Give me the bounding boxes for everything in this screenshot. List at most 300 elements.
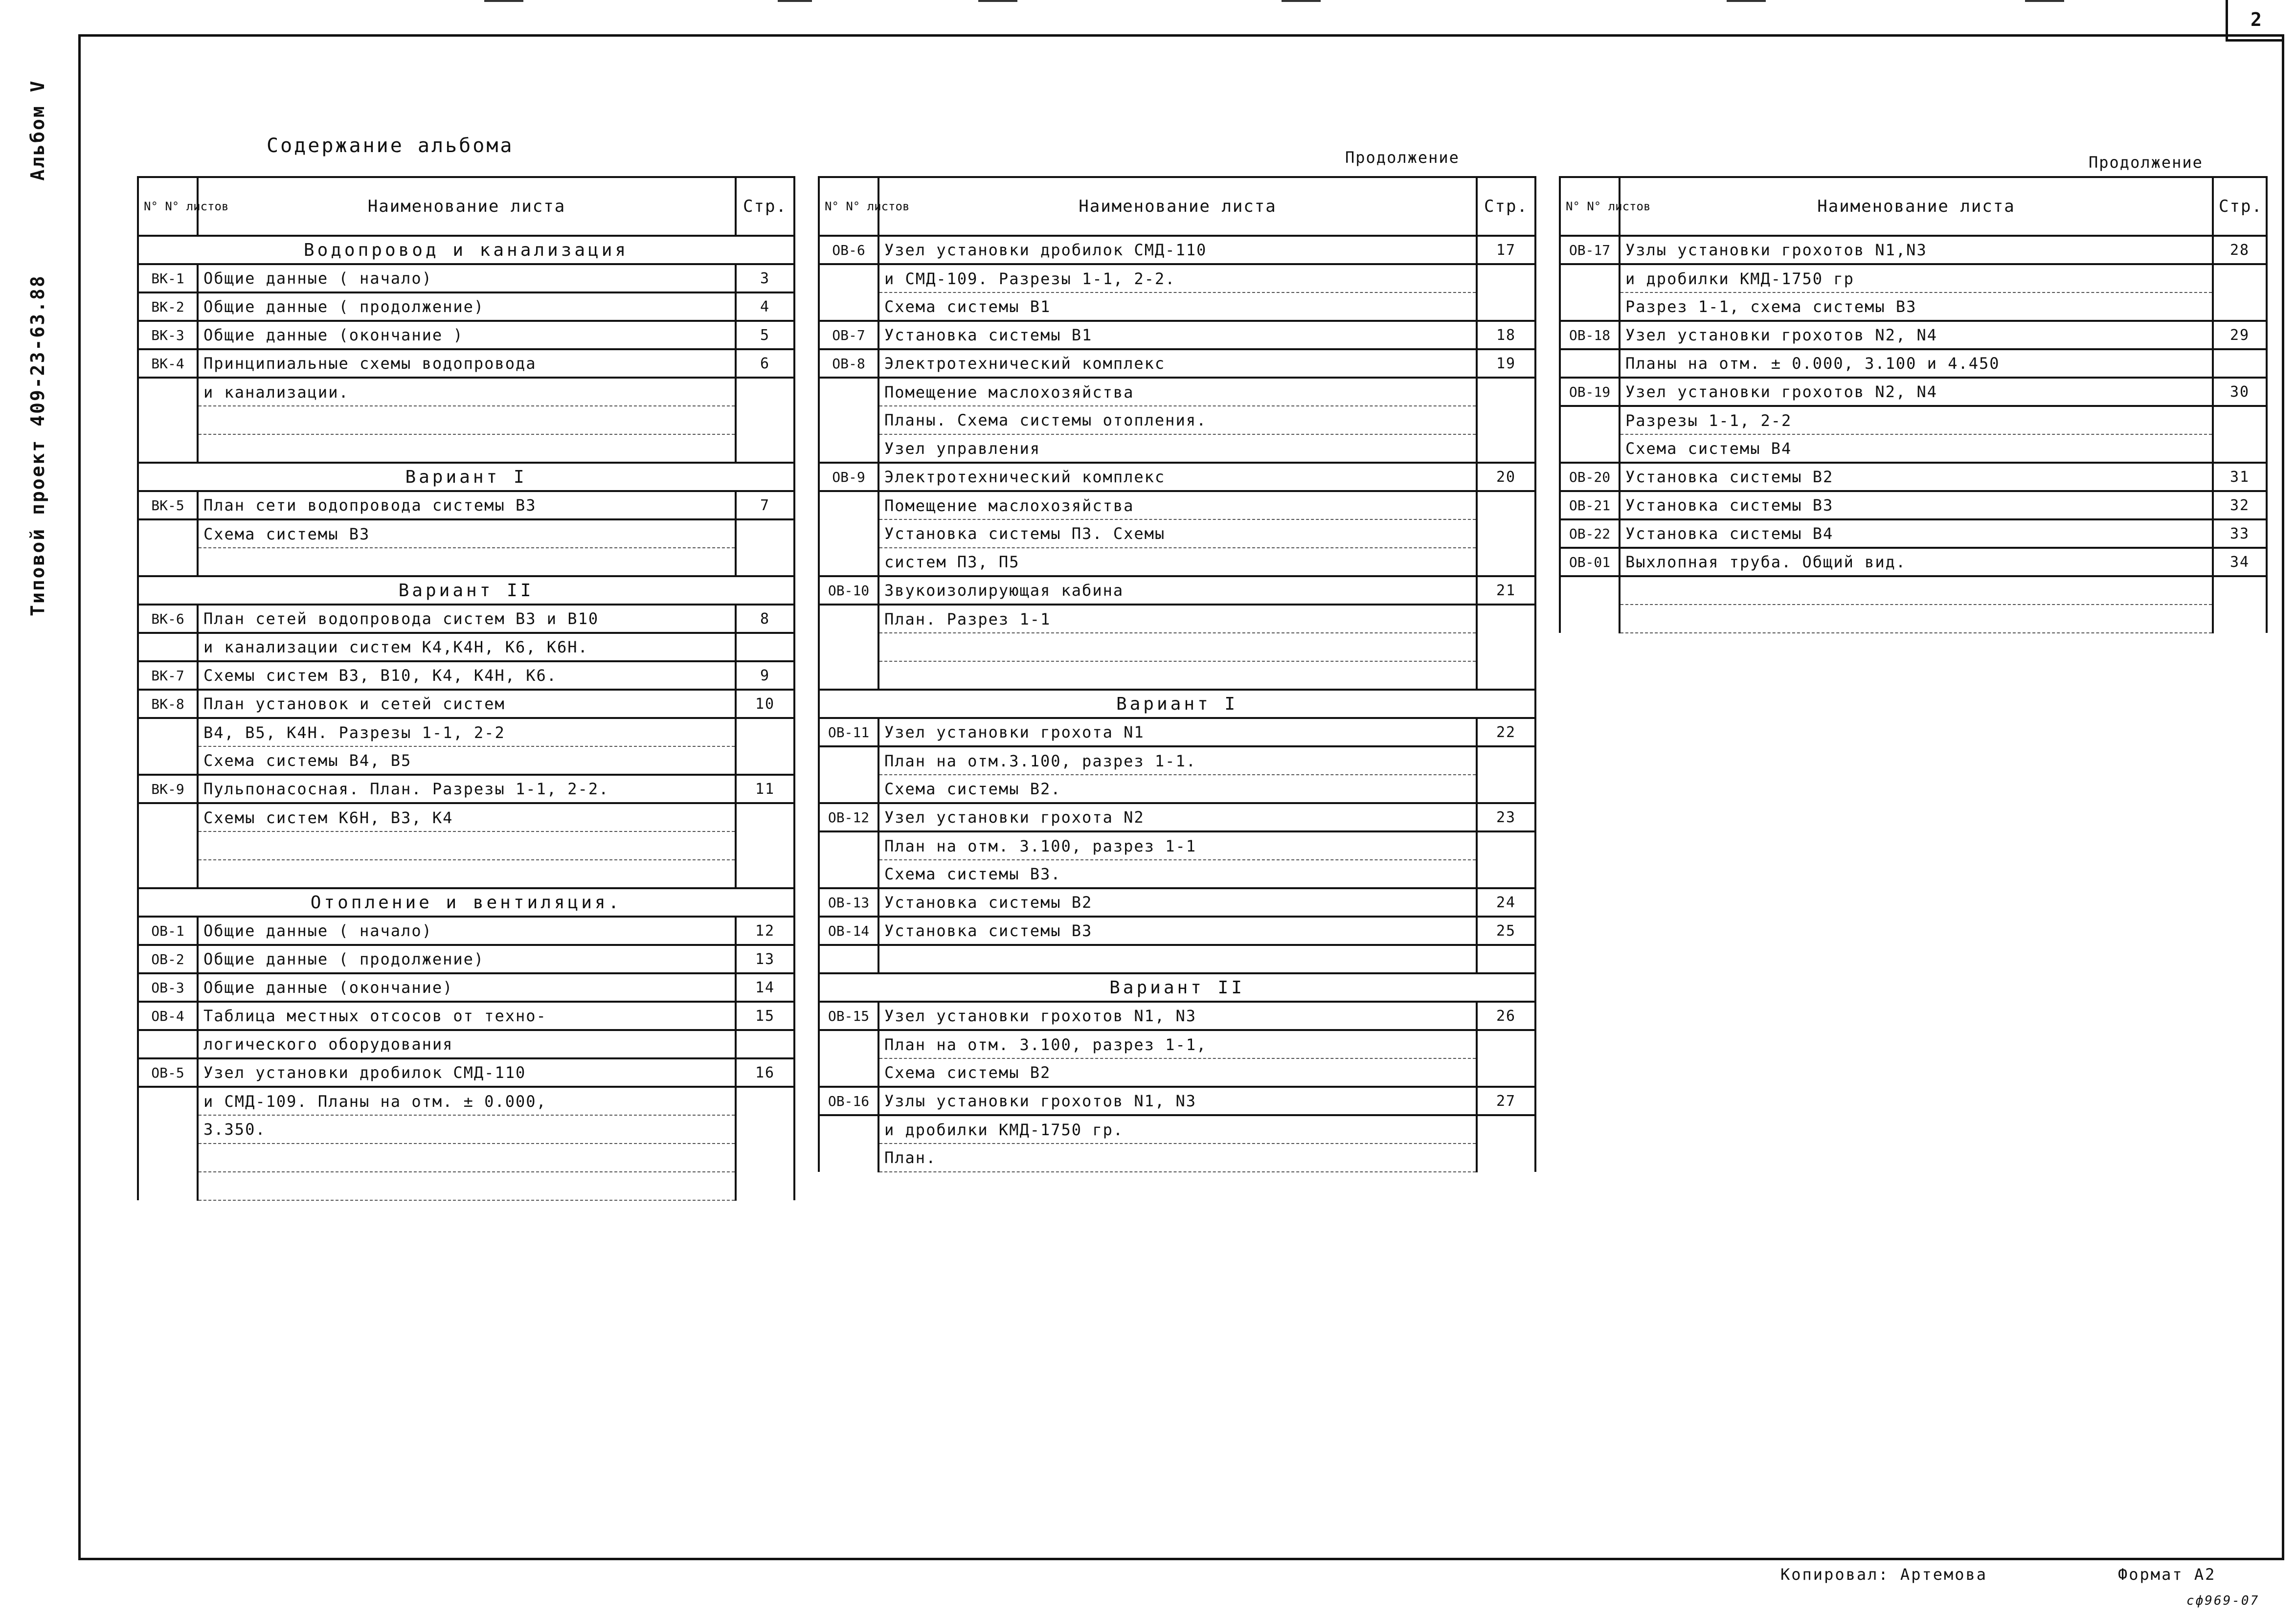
table-row: [819, 491, 1535, 519]
sheet-page: 25: [1477, 917, 1535, 945]
sheet-page: [736, 633, 794, 661]
sheet-title: [878, 633, 1477, 661]
col-name-header: Наименование листа: [198, 177, 736, 236]
sheet-number: [819, 491, 878, 519]
table-row: [819, 718, 1535, 746]
sheet-title: [198, 1172, 736, 1200]
table-row: [138, 831, 794, 860]
sheet-page: [736, 519, 794, 548]
sheet-page: [2213, 434, 2267, 463]
sheet-number: [138, 803, 198, 831]
sheet-title: Установка системы В3: [1620, 491, 2213, 519]
sheet-title: Электротехнический комплекс: [878, 349, 1477, 378]
sheet-number: [138, 746, 198, 775]
scan-mark: [1282, 0, 1321, 2]
sheet-title: Узлы установки грохотов N1, N3: [878, 1087, 1477, 1115]
sheet-number: [138, 718, 198, 746]
contents-table-1: [137, 176, 795, 1201]
table-row: [819, 661, 1535, 690]
sheet-title: Схема системы В3: [198, 519, 736, 548]
sheet-page: [2213, 605, 2267, 633]
sheet-number: [138, 434, 198, 463]
sheet-page: 6: [736, 349, 794, 378]
sheet-page: 28: [2213, 236, 2267, 264]
sheet-number: [819, 292, 878, 321]
sheet-number: ОВ-10: [819, 576, 878, 605]
sheet-number: [819, 661, 878, 690]
table-row: [819, 831, 1535, 860]
sheet-number: [138, 1172, 198, 1200]
sheet-title: Схема системы В4: [1620, 434, 2213, 463]
sheet-number: [819, 633, 878, 661]
contents-table-2: [818, 176, 1536, 1172]
sheet-page: [736, 1115, 794, 1144]
sheet-page: 23: [1477, 803, 1535, 831]
sheet-title: [198, 434, 736, 463]
sheet-page: [1477, 1144, 1535, 1172]
sheet-number: [819, 1030, 878, 1058]
sheet-page: 15: [736, 1002, 794, 1030]
table-row: [1560, 491, 2267, 519]
sheet-number: ОВ-6: [819, 236, 878, 264]
sheet-title: Принципиальные схемы водопровода: [198, 349, 736, 378]
table-row: [1560, 548, 2267, 576]
sheet-number: [138, 406, 198, 434]
sheet-title: Общие данные ( продолжение): [198, 945, 736, 973]
sheet-number: [1560, 349, 1620, 378]
sheet-number: ОВ-21: [1560, 491, 1620, 519]
sheet-title: Узел установки грохота N2: [878, 803, 1477, 831]
sheet-page: [736, 378, 794, 406]
scan-mark: [1727, 0, 1766, 2]
sheet-number: [819, 860, 878, 888]
sheet-title: Звукоизолирующая кабина: [878, 576, 1477, 605]
sheet-title: Установка системы В3: [878, 917, 1477, 945]
sheet-number: ВК-2: [138, 292, 198, 321]
table-row: [819, 548, 1535, 576]
col-number-header: N° N° листов: [1560, 177, 1620, 236]
sheet-page: 33: [2213, 519, 2267, 548]
sheet-page: 13: [736, 945, 794, 973]
sheet-title: Схема системы В2: [878, 1058, 1477, 1087]
sheet-title: [198, 548, 736, 576]
col-page-header: Стр.: [1477, 177, 1535, 236]
sheet-page: 18: [1477, 321, 1535, 349]
sheet-title: Общие данные ( начало): [198, 264, 736, 292]
sheet-page: 21: [1477, 576, 1535, 605]
table-row: [138, 718, 794, 746]
table-row: [138, 1058, 794, 1087]
table-row: [1560, 519, 2267, 548]
table-row: [819, 633, 1535, 661]
sheet-title: План на отм.3.100, разрез 1-1.: [878, 746, 1477, 775]
sheet-number: ВК-9: [138, 775, 198, 803]
continuation-label-1: Продолжение: [1345, 148, 1460, 167]
sheet-page: [736, 1172, 794, 1200]
sheet-page: 22: [1477, 718, 1535, 746]
sheet-title: Схема системы В1: [878, 292, 1477, 321]
sheet-page: 5: [736, 321, 794, 349]
table-row: [1560, 292, 2267, 321]
sheet-page: 10: [736, 690, 794, 718]
sheet-page: [736, 831, 794, 860]
continuation-label-2: Продолжение: [2089, 153, 2203, 172]
table-row: [138, 1115, 794, 1144]
sheet-number: [1560, 292, 1620, 321]
sheet-title: Установка системы В2: [1620, 463, 2213, 491]
sheet-title: Узел установки дробилок СМД-110: [878, 236, 1477, 264]
sheet-title: Схема системы В3.: [878, 860, 1477, 888]
sheet-title: План установок и сетей систем: [198, 690, 736, 718]
sheet-page: [1477, 1030, 1535, 1058]
table-row: [138, 1030, 794, 1058]
table-row: [1560, 236, 2267, 264]
sheet-number: [819, 378, 878, 406]
sheet-title: Общие данные ( начало): [198, 917, 736, 945]
sheet-page: 11: [736, 775, 794, 803]
sheet-title: План сети водопровода системы В3: [198, 491, 736, 519]
sheet-title: систем П3, П5: [878, 548, 1477, 576]
sheet-page: 17: [1477, 236, 1535, 264]
table-row: [819, 803, 1535, 831]
table-row: [819, 860, 1535, 888]
sheet-number: ОВ-19: [1560, 378, 1620, 406]
sheet-page: [736, 434, 794, 463]
sheet-number: [819, 406, 878, 434]
sheet-title: Узлы установки грохотов N1,N3: [1620, 236, 2213, 264]
page-number: 2: [2251, 9, 2262, 30]
sheet-page: [736, 746, 794, 775]
table-row: [819, 775, 1535, 803]
sheet-page: [1477, 1115, 1535, 1144]
sheet-title: Пульпонасосная. План. Разрезы 1-1, 2-2.: [198, 775, 736, 803]
table-row: [819, 746, 1535, 775]
scan-mark: [778, 0, 812, 2]
sheet-number: ОВ-18: [1560, 321, 1620, 349]
sheet-number: ОВ-2: [138, 945, 198, 973]
sheet-title: Узел установки грохотов N1, N3: [878, 1002, 1477, 1030]
table-row: [138, 349, 794, 378]
table-row: [1560, 434, 2267, 463]
col-name-header: Наименование листа: [1620, 177, 2213, 236]
sheet-title: и дробилки КМД-1750 гр.: [878, 1115, 1477, 1144]
sheet-title: Электротехнический комплекс: [878, 463, 1477, 491]
table-row: [819, 1058, 1535, 1087]
sheet-title: Узел установки грохота N1: [878, 718, 1477, 746]
scan-mark: [484, 0, 523, 2]
table-row: [138, 519, 794, 548]
section-title: Вариант I: [819, 690, 1535, 718]
sheet-page: [1477, 860, 1535, 888]
section-row: [138, 463, 794, 491]
sheet-title: Схема системы В4, В5: [198, 746, 736, 775]
sheet-page: [1477, 775, 1535, 803]
scan-mark: [978, 0, 1017, 2]
sheet-number: ОВ-11: [819, 718, 878, 746]
table-row: [138, 1002, 794, 1030]
sheet-title: Таблица местных отсосов от техно-: [198, 1002, 736, 1030]
table-row: [819, 292, 1535, 321]
sheet-title: Разрез 1-1, схема системы В3: [1620, 292, 2213, 321]
contents-table-3: [1559, 176, 2268, 633]
sheet-number: [138, 860, 198, 888]
sheet-title: и дробилки КМД-1750 гр: [1620, 264, 2213, 292]
sheet-title: и канализации.: [198, 378, 736, 406]
sheet-page: [1477, 434, 1535, 463]
table-row: [819, 1030, 1535, 1058]
table-row: [1560, 576, 2267, 605]
sheet-page: 19: [1477, 349, 1535, 378]
section-row: [138, 236, 794, 264]
sheet-title: и СМД-109. Разрезы 1-1, 2-2.: [878, 264, 1477, 292]
sheet-page: [736, 860, 794, 888]
sheet-title: [878, 661, 1477, 690]
sheet-page: 12: [736, 917, 794, 945]
table-row: [819, 1115, 1535, 1144]
sheet-number: [819, 519, 878, 548]
sheet-title: Схема системы В2.: [878, 775, 1477, 803]
sheet-page: [1477, 633, 1535, 661]
table-row: [819, 576, 1535, 605]
section-row: [819, 690, 1535, 718]
section-title: Отопление и вентиляция.: [138, 888, 794, 917]
sheet-format: Формат А2: [2118, 1565, 2216, 1584]
sheet-page: 20: [1477, 463, 1535, 491]
sheet-number: ВК-5: [138, 491, 198, 519]
section-row: [138, 888, 794, 917]
sheet-number: [138, 378, 198, 406]
sheet-page: [1477, 548, 1535, 576]
sheet-number: [1560, 406, 1620, 434]
sheet-page: [736, 1144, 794, 1172]
sheet-page: 30: [2213, 378, 2267, 406]
sheet-page: [736, 803, 794, 831]
table-row: [819, 945, 1535, 973]
section-title: Вариант I: [138, 463, 794, 491]
sheet-number: [138, 1087, 198, 1115]
sheet-page: [1477, 491, 1535, 519]
sheet-number: [819, 831, 878, 860]
sheet-page: [2213, 264, 2267, 292]
sheet-number: [138, 831, 198, 860]
sheet-page: 34: [2213, 548, 2267, 576]
sheet-number: ОВ-12: [819, 803, 878, 831]
sheet-number: ВК-6: [138, 605, 198, 633]
sheet-number: ВК-1: [138, 264, 198, 292]
sheet-number: [819, 1058, 878, 1087]
table-row: [819, 463, 1535, 491]
table-row: [819, 236, 1535, 264]
sheet-number: [138, 519, 198, 548]
sheet-page: [2213, 406, 2267, 434]
table-row: [1560, 264, 2267, 292]
sheet-number: [819, 746, 878, 775]
sheet-number: ВК-8: [138, 690, 198, 718]
section-row: [819, 973, 1535, 1002]
table-row: [819, 519, 1535, 548]
sheet-title: Узел установки грохотов N2, N4: [1620, 378, 2213, 406]
sheet-page: [1477, 1058, 1535, 1087]
sheet-title: Общие данные (окончание ): [198, 321, 736, 349]
table-row: [138, 690, 794, 718]
sheet-title: Схемы систем К6Н, В3, К4: [198, 803, 736, 831]
sheet-title: [878, 945, 1477, 973]
sheet-number: ОВ-16: [819, 1087, 878, 1115]
table-row: [138, 605, 794, 633]
sheet-number: ОВ-5: [138, 1058, 198, 1087]
scan-mark: [2025, 0, 2064, 2]
sheet-page: [1477, 605, 1535, 633]
sheet-number: ОВ-3: [138, 973, 198, 1002]
table-row: [138, 378, 794, 406]
sheet-page: [1477, 661, 1535, 690]
sheet-number: [1560, 605, 1620, 633]
side-stamp: [27, 79, 61, 616]
sheet-number: [1560, 434, 1620, 463]
sheet-page: [1477, 746, 1535, 775]
sheet-page: [736, 1030, 794, 1058]
sheet-number: ОВ-01: [1560, 548, 1620, 576]
table-row: [138, 548, 794, 576]
table-row: [138, 1172, 794, 1200]
sheet-page: 32: [2213, 491, 2267, 519]
section-row: [138, 576, 794, 605]
sheet-title: [198, 406, 736, 434]
sheet-page: 9: [736, 661, 794, 690]
sheet-title: План на отм. 3.100, разрез 1-1: [878, 831, 1477, 860]
copied-by: Копировал: Артемова: [1780, 1565, 1988, 1584]
sheet-page: [1477, 519, 1535, 548]
table-row: [1560, 321, 2267, 349]
sheet-number: ОВ-1: [138, 917, 198, 945]
sheet-number: ОВ-9: [819, 463, 878, 491]
sheet-title: Установка системы В2: [878, 888, 1477, 917]
table-row: [819, 1144, 1535, 1172]
table-row: [819, 378, 1535, 406]
col-name-header: Наименование листа: [878, 177, 1477, 236]
sheet-number: [138, 548, 198, 576]
sheet-title: Узел управления: [878, 434, 1477, 463]
sheet-number: [819, 605, 878, 633]
sheet-page: [1477, 831, 1535, 860]
sheet-number: ОВ-17: [1560, 236, 1620, 264]
sheet-page: [736, 718, 794, 746]
sheet-title: [198, 860, 736, 888]
sheet-page: 27: [1477, 1087, 1535, 1115]
table-row: [138, 321, 794, 349]
table-row: [819, 888, 1535, 917]
table-row: [138, 1087, 794, 1115]
table-row: [819, 434, 1535, 463]
sheet-title: Планы. Схема системы отопления.: [878, 406, 1477, 434]
sheet-number: [819, 264, 878, 292]
table-row: [138, 746, 794, 775]
sheet-title: Планы на отм. ± 0.000, 3.100 и 4.450: [1620, 349, 2213, 378]
sheet-number: ОВ-8: [819, 349, 878, 378]
sheet-number: ОВ-22: [1560, 519, 1620, 548]
sheet-number: ОВ-4: [138, 1002, 198, 1030]
sheet-page: 7: [736, 491, 794, 519]
table-row: [138, 434, 794, 463]
table-row: [819, 605, 1535, 633]
sheet-title: План на отм. 3.100, разрез 1-1,: [878, 1030, 1477, 1058]
sheet-title: Узел установки дробилок СМД-110: [198, 1058, 736, 1087]
sheet-page: [2213, 349, 2267, 378]
table-row: [819, 264, 1535, 292]
table-row: [1560, 378, 2267, 406]
sheet-page: [2213, 576, 2267, 605]
section-title: Вариант II: [138, 576, 794, 605]
sheet-number: ОВ-15: [819, 1002, 878, 1030]
sheet-number: ОВ-13: [819, 888, 878, 917]
table-row: [138, 292, 794, 321]
table-row: [138, 917, 794, 945]
side-album: Альбом V: [27, 79, 48, 181]
sheet-title: и СМД-109. Планы на отм. ± 0.000,: [198, 1087, 736, 1115]
col-page-header: Стр.: [2213, 177, 2267, 236]
sheet-title: 3.350.: [198, 1115, 736, 1144]
table-row: [1560, 406, 2267, 434]
album-contents-title: Содержание альбома: [267, 135, 514, 157]
sheet-title: План сетей водопровода систем В3 и В10: [198, 605, 736, 633]
sheet-number: [138, 633, 198, 661]
table-row: [138, 803, 794, 831]
sheet-page: [1477, 945, 1535, 973]
table-row: [819, 406, 1535, 434]
sheet-title: [198, 1144, 736, 1172]
table-row: [1560, 605, 2267, 633]
sheet-title: Выхлопная труба. Общий вид.: [1620, 548, 2213, 576]
sheet-number: [138, 1030, 198, 1058]
sheet-page: 4: [736, 292, 794, 321]
sheet-page: 26: [1477, 1002, 1535, 1030]
table-row: [138, 945, 794, 973]
sheet-number: ОВ-14: [819, 917, 878, 945]
sheet-page: 14: [736, 973, 794, 1002]
sheet-title: Установка системы В4: [1620, 519, 2213, 548]
table-row: [1560, 463, 2267, 491]
sheet-title: Узел установки грохотов N2, N4: [1620, 321, 2213, 349]
sheet-title: Помещение маслохозяйства: [878, 491, 1477, 519]
sheet-page: 31: [2213, 463, 2267, 491]
sheet-number: [1560, 576, 1620, 605]
sheet-page: 16: [736, 1058, 794, 1087]
sheet-page: [2213, 292, 2267, 321]
sheet-title: Установка системы П3. Схемы: [878, 519, 1477, 548]
table-row: [138, 633, 794, 661]
sheet-title: Общие данные (окончание): [198, 973, 736, 1002]
col-number-header: N° N° листов: [819, 177, 878, 236]
sheet-title: План.: [878, 1144, 1477, 1172]
col-page-header: Стр.: [736, 177, 794, 236]
sheet-title: Схемы систем В3, В10, К4, К4Н, К6.: [198, 661, 736, 690]
table-row: [819, 1087, 1535, 1115]
sheet-title: логического оборудования: [198, 1030, 736, 1058]
table-row: [138, 491, 794, 519]
sheet-number: [819, 1144, 878, 1172]
sheet-title: [1620, 576, 2213, 605]
sheet-number: ВК-7: [138, 661, 198, 690]
sheet-page: 3: [736, 264, 794, 292]
sheet-page: [1477, 378, 1535, 406]
table-row: [138, 1144, 794, 1172]
sheet-number: [819, 548, 878, 576]
sheet-page: [736, 406, 794, 434]
table-row: [138, 661, 794, 690]
table-row: [819, 1002, 1535, 1030]
sheet-title: Разрезы 1-1, 2-2: [1620, 406, 2213, 434]
sheet-page: [736, 1087, 794, 1115]
